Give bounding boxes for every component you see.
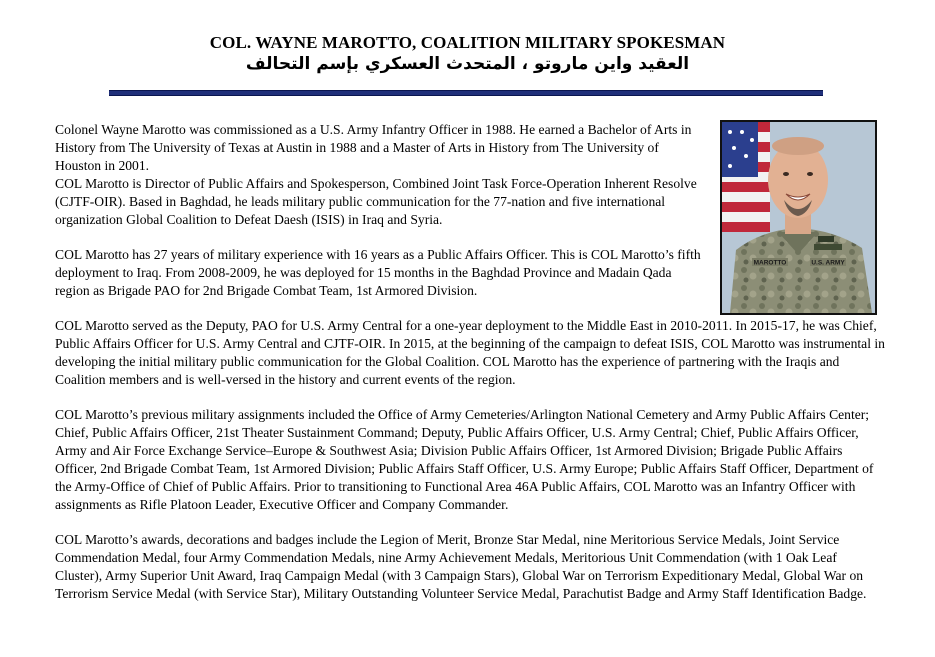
- page-title: COL. WAYNE MAROTTO, COALITION MILITARY SPOKESMAN: [209, 33, 726, 52]
- bio-paragraph-awards: COL Marotto’s awards, decorations and badges include the Legion of Merit, Bronze Star Medal, nine Meritorious Service Medals, Joint Service Commendation Medal, four Army Commendation Medals, nine Army Achievement Medals, Meritorious Unit Commendation (with 1 Oak Leaf Cluster), Army Superior Unit Award, Iraq Campaign Medal (with 3 Campaign Stars), Global War on Terrorism Expeditionary Medal, Global War on Terrorism Service Medal (with Service Star), Military Outstanding Volunteer Service Medal, Parachutist Badge and Army Staff Identification Badge.: [55, 532, 867, 601]
- header-divider: [109, 90, 823, 96]
- page-subtitle-arabic: العقيد واين ماروتو ، المتحدث العسكري بإسم التحالف: [245, 54, 690, 74]
- bio-paragraph-current-role: COL Marotto is Director of Public Affairs and Spokesperson, Combined Joint Task Force-Operation Inherent Resolve (CJTF-OIR). Based in Baghdad, he leads military public communication for the 77-nation and five international organization Global Coalition to Defeat Daesh (ISIS) in Iraq and Syria.: [55, 176, 697, 227]
- bio-paragraph-deployments: COL Marotto served as the Deputy, PAO for U.S. Army Central for a one-year deployment to the Middle East in 2010-2011. In 2015-17, he was Chief, Public Affairs Officer for U.S. Army Central and CJTF-OIR. In 2015, at the beginning of the campaign to defeat ISIS, COL Marotto was instrumental in developing the initial military public communication for the Global Coalition. COL Marotto has the experience of partnering with the Iraqis and Coalition members and is well-versed in the history and current events of the region.: [55, 318, 885, 387]
- bio-paragraph-assignments: COL Marotto’s previous military assignments included the Office of Army Cemeteries/Arlington National Cemetery and Army Public Affairs Center; Chief, Public Affairs Officer, 21st Theater Sustainment Command; Deputy, Public Affairs Officer, U.S. Army Central; Chief, Public Affairs Officer, Army and Air Force Exchange Service–Europe & Southwest Asia; Division Public Affairs Officer, 1st Armored Division; Brigade Public Affairs Officer, 2nd Brigade Combat Team, 1st Armored Division; Public Affairs Staff Officer, U.S. Army Europe; Public Affairs Staff Officer, Department of the Army-Office of Chief of Public Affairs. Prior to transitioning to Functional Area 46A Public Affairs, COL Marotto was an Infantry Officer with assignments as Rifle Platoon Leader, Executive Officer and Company Commander.: [55, 407, 874, 512]
- service-tape: U.S. ARMY: [811, 259, 845, 267]
- name-tape: MAROTTO: [753, 259, 787, 267]
- biography-body: [55, 121, 885, 603]
- bio-paragraph-education: Colonel Wayne Marotto was commissioned as a U.S. Army Infantry Officer in 1988. He earned a Bachelor of Arts in History from The University of Texas at Austin in 1988 and a Master of Arts in History from The University of Houston in 2001.: [55, 122, 692, 173]
- bio-paragraph-experience: COL Marotto has 27 years of military experience with 16 years as a Public Affairs Officer. This is COL Marotto’s fifth deployment to Iraq. From 2008-2009, he was deployed for 15 months in the Baghdad Province and Madain Qada region as Brigade PAO for 2nd Brigade Combat Team, 1st Armored Division.: [55, 247, 701, 298]
